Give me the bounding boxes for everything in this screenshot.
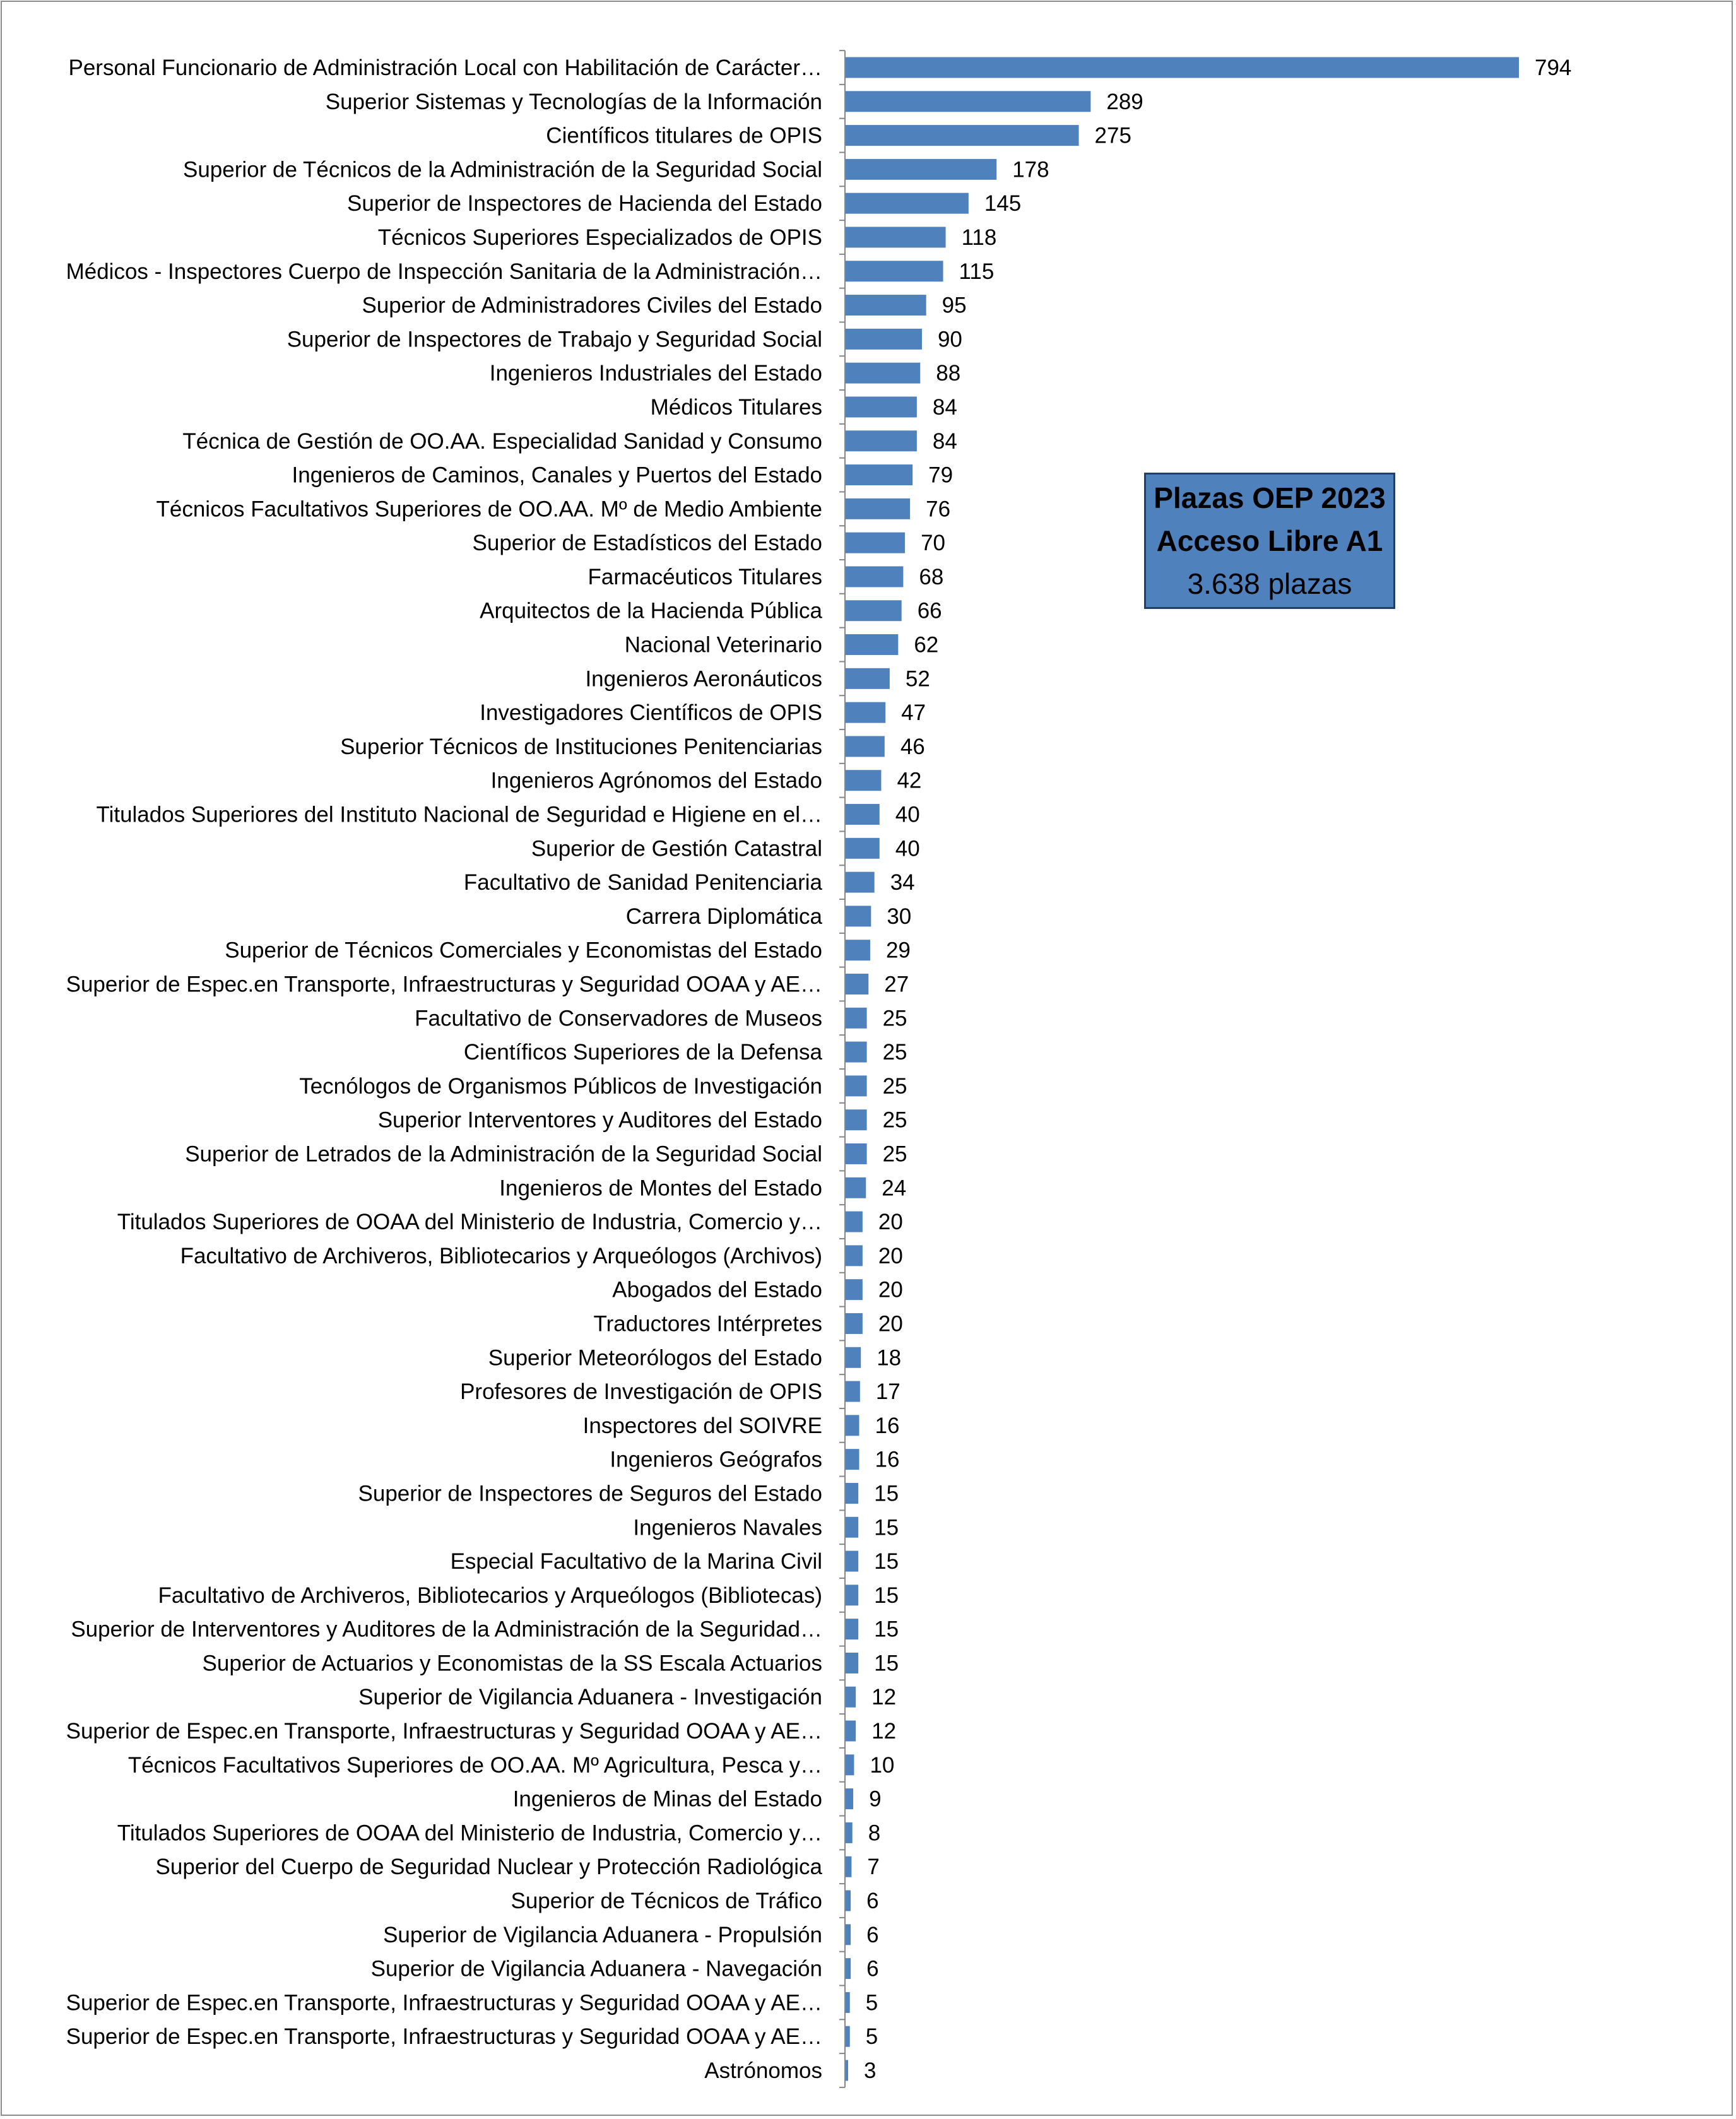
value-label: 178 xyxy=(1012,157,1049,182)
category-label: Superior Meteorólogos del Estado xyxy=(488,1345,822,1371)
value-labels xyxy=(864,56,1571,2083)
value-label: 20 xyxy=(878,1210,903,1235)
bar xyxy=(846,2060,848,2081)
value-label: 15 xyxy=(874,1583,899,1608)
category-label: Facultativo de Archiveros, Bibliotecarios y Arqueólogos (Archivos) xyxy=(180,1243,822,1268)
bar xyxy=(846,634,898,655)
value-label: 25 xyxy=(882,1107,907,1133)
value-label: 16 xyxy=(875,1413,900,1438)
category-label: Superior de Interventores y Auditores de la Administración de la Seguridad… xyxy=(71,1617,822,1642)
category-label: Ingenieros Navales xyxy=(633,1515,822,1540)
value-label: 30 xyxy=(887,904,912,929)
bar xyxy=(846,2026,850,2047)
value-label: 20 xyxy=(878,1311,903,1337)
category-label: Nacional Veterinario xyxy=(624,632,822,658)
category-label: Técnicos Facultativos Superiores de OO.AA. Mº Agricultura, Pesca y… xyxy=(127,1752,822,1778)
bar xyxy=(846,1517,858,1538)
category-label: Investigadores Científicos de OPIS xyxy=(480,700,822,726)
bar xyxy=(846,261,943,281)
value-label: 275 xyxy=(1094,123,1131,148)
bar xyxy=(846,872,875,893)
category-label: Superior del Cuerpo de Seguridad Nuclear y Protección Radiológica xyxy=(155,1855,822,1880)
category-label: Ingenieros Aeronáuticos xyxy=(585,666,822,692)
chart-title-line2: Acceso Libre A1 xyxy=(1156,524,1383,557)
bar xyxy=(846,1449,859,1470)
category-label: Superior de Inspectores de Seguros del Estado xyxy=(358,1481,822,1506)
value-label: 6 xyxy=(866,1889,879,1914)
category-label: Técnicos Superiores Especializados de OPIS xyxy=(377,225,822,250)
category-label: Superior de Técnicos de la Administración de la Seguridad Social xyxy=(182,157,822,182)
bar xyxy=(846,329,922,350)
category-label: Científicos titulares de OPIS xyxy=(546,123,822,148)
bar xyxy=(846,1924,851,1945)
bar xyxy=(846,227,946,247)
category-label: Abogados del Estado xyxy=(612,1277,822,1302)
category-label: Superior de Técnicos de Tráfico xyxy=(511,1889,822,1914)
value-label: 34 xyxy=(890,870,915,895)
bar xyxy=(846,1042,867,1063)
category-label: Facultativo de Conservadores de Museos xyxy=(415,1006,822,1031)
bar xyxy=(846,159,996,180)
category-label: Especial Facultativo de la Marina Civil xyxy=(450,1549,822,1574)
bar xyxy=(846,430,917,451)
bar xyxy=(846,57,1519,78)
value-label: 15 xyxy=(874,1617,899,1642)
value-label: 15 xyxy=(874,1549,899,1574)
value-label: 5 xyxy=(865,2024,878,2050)
bar xyxy=(846,1856,851,1877)
bar xyxy=(846,1347,861,1368)
value-label: 794 xyxy=(1535,56,1572,80)
value-label: 62 xyxy=(914,632,939,658)
category-label: Titulados Superiores del Instituto Nacional de Seguridad e Higiene en el… xyxy=(96,802,822,827)
category-label: Carrera Diplomática xyxy=(625,904,822,929)
value-label: 15 xyxy=(874,1515,899,1540)
bar xyxy=(846,736,885,757)
category-label: Inspectores del SOIVRE xyxy=(582,1413,822,1438)
value-label: 42 xyxy=(897,768,922,793)
value-label: 66 xyxy=(917,598,942,623)
category-label: Titulados Superiores de OOAA del Ministerio de Industria, Comercio y… xyxy=(117,1210,822,1235)
bar xyxy=(846,1075,867,1096)
bar xyxy=(846,702,885,723)
value-label: 145 xyxy=(984,191,1022,216)
bar xyxy=(846,1822,853,1843)
category-label: Superior de Vigilancia Aduanera - Navegación xyxy=(370,1956,822,1981)
bar xyxy=(846,804,880,825)
bar xyxy=(846,1381,860,1402)
value-label: 8 xyxy=(868,1821,881,1846)
bar xyxy=(846,668,890,689)
bar xyxy=(846,1721,856,1742)
value-label: 12 xyxy=(871,1719,897,1744)
category-label: Personal Funcionario de Administración Local con Habilitación de Carácter… xyxy=(68,56,822,80)
value-label: 84 xyxy=(932,428,957,454)
value-label: 20 xyxy=(878,1243,903,1268)
bar xyxy=(846,499,910,519)
chart-frame xyxy=(1,1,1733,2116)
bar xyxy=(846,1619,858,1639)
category-label: Superior Técnicos de Instituciones Penitenciarias xyxy=(340,734,822,759)
value-label: 25 xyxy=(882,1142,907,1167)
category-label: Superior de Letrados de la Administración de la Seguridad Social xyxy=(185,1142,822,1167)
category-axis xyxy=(839,50,845,2087)
value-label: 52 xyxy=(905,666,930,692)
bar xyxy=(846,1754,854,1775)
category-label: Tecnólogos de Organismos Públicos de Investigación xyxy=(299,1073,822,1099)
bar xyxy=(846,1212,863,1232)
category-label: Superior de Vigilancia Aduanera - Propulsión xyxy=(383,1922,822,1947)
value-label: 6 xyxy=(866,1922,879,1947)
category-label: Arquitectos de la Hacienda Pública xyxy=(480,598,822,623)
category-label: Ingenieros Industriales del Estado xyxy=(489,361,822,386)
bar xyxy=(846,600,902,621)
category-labels xyxy=(66,56,823,2083)
value-label: 5 xyxy=(865,1990,878,2016)
value-label: 25 xyxy=(882,1040,907,1065)
category-label: Superior Interventores y Auditores del Estado xyxy=(377,1107,822,1133)
value-label: 12 xyxy=(871,1685,897,1710)
category-label: Ingenieros de Caminos, Canales y Puertos del Estado xyxy=(292,463,822,488)
bar xyxy=(846,1891,851,1911)
category-label: Superior de Estadísticos del Estado xyxy=(472,531,822,556)
bar xyxy=(846,1143,867,1164)
value-label: 46 xyxy=(900,734,925,759)
category-label: Superior de Espec.en Transporte, Infraestructuras y Seguridad OOAA y AE… xyxy=(66,1719,822,1744)
category-label: Científicos Superiores de la Defensa xyxy=(463,1040,822,1065)
bar xyxy=(846,193,969,214)
category-label: Superior de Técnicos Comerciales y Economistas del Estado xyxy=(225,938,822,963)
bar xyxy=(846,1178,866,1198)
bar xyxy=(846,1279,863,1300)
bar xyxy=(846,1483,858,1504)
bar xyxy=(846,533,905,553)
value-label: 79 xyxy=(928,463,954,488)
value-label: 68 xyxy=(919,564,944,589)
category-label: Superior de Inspectores de Hacienda del Estado xyxy=(347,191,822,216)
value-label: 6 xyxy=(866,1956,879,1981)
category-label: Técnica de Gestión de OO.AA. Especialidad Sanidad y Consumo xyxy=(182,428,822,454)
category-label: Superior de Espec.en Transporte, Infraestructuras y Seguridad OOAA y AE… xyxy=(66,1990,822,2016)
bar xyxy=(846,125,1079,146)
value-label: 10 xyxy=(870,1752,895,1778)
bar xyxy=(846,1653,858,1673)
category-label: Traductores Intérpretes xyxy=(593,1311,822,1337)
value-label: 20 xyxy=(878,1277,903,1302)
category-label: Superior de Espec.en Transporte, Infraestructuras y Seguridad OOAA y AE… xyxy=(66,2024,822,2050)
value-label: 70 xyxy=(921,531,946,556)
category-label: Superior de Vigilancia Aduanera - Investigación xyxy=(358,1685,822,1710)
category-label: Farmacéuticos Titulares xyxy=(588,564,822,589)
value-label: 76 xyxy=(926,497,951,522)
category-label: Superior de Gestión Catastral xyxy=(531,836,822,861)
category-label: Ingenieros de Montes del Estado xyxy=(499,1176,822,1201)
bar xyxy=(846,91,1090,112)
value-label: 18 xyxy=(877,1345,902,1371)
value-label: 25 xyxy=(882,1006,907,1031)
bar xyxy=(846,1245,863,1266)
value-label: 88 xyxy=(936,361,961,386)
bar xyxy=(846,974,868,995)
value-label: 25 xyxy=(882,1073,907,1099)
value-label: 9 xyxy=(869,1786,882,1812)
category-label: Ingenieros Geógrafos xyxy=(610,1447,822,1472)
bar xyxy=(846,1958,851,1979)
value-label: 24 xyxy=(882,1176,907,1201)
bar xyxy=(846,1788,853,1809)
bar xyxy=(846,906,871,926)
value-label: 47 xyxy=(901,700,926,726)
value-label: 115 xyxy=(959,259,995,284)
value-label: 7 xyxy=(867,1855,880,1880)
category-label: Facultativo de Sanidad Penitenciaria xyxy=(463,870,822,895)
value-label: 84 xyxy=(932,394,957,420)
bar xyxy=(846,363,920,384)
category-label: Superior Sistemas y Tecnologías de la Información xyxy=(325,89,822,114)
bar xyxy=(846,1551,858,1572)
bar xyxy=(846,396,917,417)
category-label: Médicos Titulares xyxy=(650,394,822,420)
value-label: 17 xyxy=(875,1379,900,1405)
bar xyxy=(846,838,880,859)
bar xyxy=(846,940,870,960)
value-label: 289 xyxy=(1106,89,1143,114)
category-label: Superior de Inspectores de Trabajo y Seguridad Social xyxy=(286,327,822,352)
bar xyxy=(846,1415,859,1436)
bar xyxy=(846,464,912,485)
category-label: Superior de Administradores Civiles del Estado xyxy=(362,293,822,318)
value-label: 27 xyxy=(884,972,909,997)
chart-title-box xyxy=(1144,473,1395,609)
category-label: Ingenieros Agrónomos del Estado xyxy=(490,768,822,793)
value-label: 3 xyxy=(864,2058,877,2083)
value-label: 95 xyxy=(942,293,967,318)
bar xyxy=(846,1687,856,1708)
value-label: 118 xyxy=(961,225,997,250)
category-label: Titulados Superiores de OOAA del Ministerio de Industria, Comercio y… xyxy=(117,1821,822,1846)
bar xyxy=(846,770,881,791)
bar xyxy=(846,1109,867,1130)
category-label: Técnicos Facultativos Superiores de OO.AA. Mº de Medio Ambiente xyxy=(156,497,822,522)
category-label: Médicos - Inspectores Cuerpo de Inspección Sanitaria de la Administración… xyxy=(66,259,822,284)
value-label: 29 xyxy=(885,938,911,963)
value-label: 15 xyxy=(874,1481,899,1506)
value-label: 16 xyxy=(875,1447,900,1472)
bar-chart xyxy=(2,2,1734,2117)
value-label: 40 xyxy=(895,836,920,861)
value-label: 15 xyxy=(874,1651,899,1676)
category-label: Superior de Espec.en Transporte, Infraestructuras y Seguridad OOAA y AE… xyxy=(66,972,822,997)
category-label: Astrónomos xyxy=(704,2058,822,2083)
category-label: Facultativo de Archiveros, Bibliotecarios y Arqueólogos (Bibliotecas) xyxy=(158,1583,822,1608)
value-label: 90 xyxy=(937,327,962,352)
chart-title-line1: Plazas OEP 2023 xyxy=(1154,481,1386,514)
category-label: Superior de Actuarios y Economistas de la SS Escala Actuarios xyxy=(202,1651,822,1676)
bar xyxy=(846,1313,863,1334)
bar xyxy=(846,566,903,587)
bar xyxy=(846,1585,858,1605)
bar xyxy=(846,295,926,316)
category-label: Profesores de Investigación de OPIS xyxy=(460,1379,822,1405)
bar xyxy=(846,1992,850,2013)
chart-subtitle-total: 3.638 plazas xyxy=(1187,567,1352,600)
category-label: Ingenieros de Minas del Estado xyxy=(512,1786,822,1812)
value-label: 40 xyxy=(895,802,920,827)
bar xyxy=(846,1008,867,1029)
